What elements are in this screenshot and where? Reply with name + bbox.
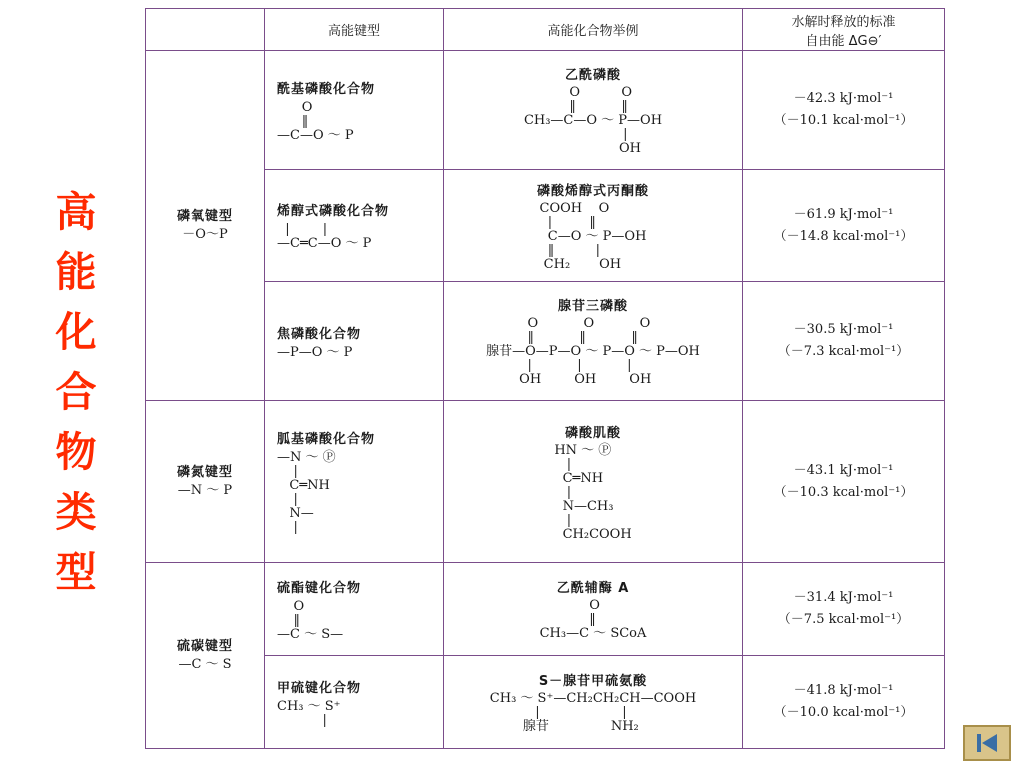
side-title-char: 高 [55,188,97,236]
example-formula: O O O ‖ ‖ ‖ 腺苷—O—P—O ～ P—O ～ P—OH | | | OH OH OH [486,316,700,387]
header-empty-cell [146,9,265,51]
energy-kcal: （－10.1 kcal·mol⁻¹） [773,113,914,128]
header-energy [743,9,945,51]
skip-to-first-icon [974,732,1000,754]
energy-kj: －30.5 kJ·mol⁻¹ [793,322,894,337]
example-cell [444,656,743,749]
example-cell [444,563,743,656]
header-example: 高能化合物举例 [444,9,743,51]
table-row [146,170,945,282]
example-cell [444,170,743,282]
energy-kj: －41.8 kJ·mol⁻¹ [793,683,894,698]
side-title-char: 型 [55,548,97,596]
type-formula: | | —C═C—O ～ P [277,222,372,251]
type-cell [265,170,444,282]
example-name: 磷酸肌酸 [564,425,621,441]
type-cell [265,51,444,170]
energy-cell [743,51,945,170]
energy-kj: －43.1 kJ·mol⁻¹ [793,462,894,478]
example-formula: O ‖ CH₃—C ～ SCoA [539,598,647,641]
energy-kj: －61.9 kJ·mol⁻¹ [793,206,894,222]
table-header-row [146,9,945,51]
energy-kcal: （－7.5 kcal·mol⁻¹） [777,612,910,627]
type-formula: —N ～ Ⓟ | C═NH | N— | [277,450,336,535]
table-row [146,401,945,563]
class-cell-phospho-nitro [146,401,265,563]
energy-cell [743,282,945,401]
energy-kcal: （－7.3 kcal·mol⁻¹） [777,344,910,359]
example-cell [444,51,743,170]
type-cell [265,401,444,563]
type-formula: O ‖ —C—O ～ P [277,99,354,143]
energy-kcal: （－10.3 kcal·mol⁻¹） [773,484,914,500]
type-formula: CH₃ ～ S⁺ | [277,698,341,728]
class-formula: —N ～ P [177,482,233,498]
example-name: 乙酰辅酶 A [556,581,630,596]
type-name: 酰基磷酸化合物 [277,81,376,97]
class-name: 磷氮键型 [176,464,233,480]
table-row [146,656,945,749]
type-cell [265,282,444,401]
example-formula: O O ‖ ‖ CH₃—C—O ～ P—OH | OH [523,85,663,156]
example-cell [444,282,743,401]
table-row [146,51,945,170]
type-formula: O ‖ —C ～ S— [277,598,344,642]
example-name: 磷酸烯醇式丙酮酸 [536,183,649,199]
high-energy-compound-table [145,8,945,749]
energy-kcal: （－10.0 kcal·mol⁻¹） [773,705,914,720]
energy-cell [743,170,945,282]
side-title [52,182,100,602]
type-name: 甲硫键化合物 [277,680,362,696]
energy-cell [743,401,945,563]
energy-kj: －42.3 kJ·mol⁻¹ [793,91,894,106]
side-title-char: 类 [55,488,97,536]
example-name: S－腺苷甲硫氨酸 [538,674,648,689]
example-name: 乙酰磷酸 [564,68,621,83]
table-row [146,563,945,656]
type-name: 烯醇式磷酸化合物 [277,204,390,219]
type-cell [265,656,444,749]
type-name: 胍基磷酸化合物 [277,432,376,447]
type-name: 硫酯键化合物 [277,580,362,596]
first-slide-button[interactable] [963,725,1011,761]
header-bond-type: 高能键型 [265,9,444,51]
example-name: 腺苷三磷酸 [557,299,628,314]
table-row [146,282,945,401]
side-title-char: 合 [55,368,97,416]
example-formula: COOH O | ‖ C—O ～ P—OH ‖ | CH₂ OH [539,200,647,272]
side-title-char: 能 [55,248,97,296]
energy-cell [743,656,945,749]
class-name: 硫碳键型 [176,638,233,654]
class-cell-thio-carbon [146,563,265,749]
energy-cell [743,563,945,656]
energy-kj: －31.4 kJ·mol⁻¹ [793,590,894,605]
class-name: 磷氧键型 [176,208,233,224]
side-title-char: 物 [55,428,97,476]
energy-kcal: （－14.8 kcal·mol⁻¹） [773,228,914,244]
example-formula: HN ～ Ⓟ | C═NH | N—CH₃ | CH₂COOH [554,442,632,542]
type-cell [265,563,444,656]
type-name: 焦磷酸化合物 [277,326,362,342]
class-cell-phospho-oxy [146,51,265,401]
class-formula: －O～P [182,226,228,242]
example-formula: CH₃ ～ S⁺—CH₂CH₂CH—COOH | | 腺苷 NH₂ [489,691,697,734]
header-energy-line1: 水解时释放的标准 [791,14,896,30]
side-title-char: 化 [55,308,97,356]
type-formula: —P—O ～ P [277,344,353,360]
header-energy-line2: 自由能 ΔG⊖′ [805,33,882,49]
class-formula: —C ～ S [178,656,232,672]
example-cell [444,401,743,563]
